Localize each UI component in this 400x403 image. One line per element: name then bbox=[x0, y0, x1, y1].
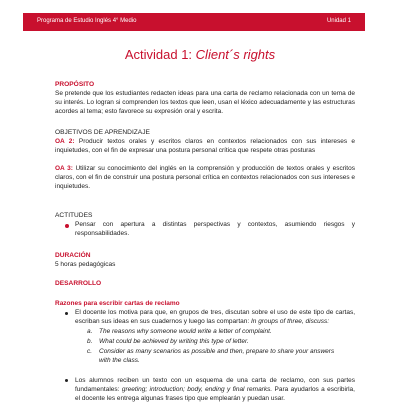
oa3-text: Utilizar su conocimiento del inglés en la comprensión y producción de textos orales y escritos claros, con el fin de construir una postura personal crítica en contextos relacionados con sus intereses e inquietudes. bbox=[55, 165, 355, 190]
actitudes-bullet bbox=[65, 224, 69, 228]
sub-item-a bbox=[87, 327, 339, 336]
objetivos-heading: OBJETIVOS DE APRENDIZAJE bbox=[55, 129, 150, 136]
item1-italic: In groups of three, discuss: bbox=[250, 318, 330, 325]
oa2-text: Producir textos orales y escritos claros en contextos relacionados con sus intereses e inquietudes, con el fin de expresar una postura personal crítica que respete otras posturas bbox=[55, 138, 355, 154]
duracion-heading: DURACIÓN bbox=[55, 252, 91, 259]
title-prefix: Actividad 1: bbox=[124, 47, 196, 62]
sub-item-c bbox=[87, 347, 339, 365]
sub-text-c: Consider as many scenarios as possible and then, prepare to share your answers with the class. bbox=[99, 348, 335, 364]
item2-tail: Para ayudarlos a escribirla, el docente les entrega algunas frases tipo que emplearán y puedan usar. bbox=[75, 386, 355, 402]
oa2-code: OA 2: bbox=[55, 138, 75, 145]
desarrollo-item-1 bbox=[75, 308, 355, 326]
desarrollo-subheading: Razones para escribir cartas de reclamo bbox=[55, 300, 180, 307]
unit-label: Unidad 1 bbox=[326, 18, 351, 24]
actitudes-section bbox=[55, 211, 355, 238]
desarrollo-heading: DESARROLLO bbox=[55, 280, 102, 287]
oa3-code: OA 3: bbox=[55, 165, 73, 172]
desarrollo-bullet-1 bbox=[65, 312, 68, 315]
proposito-heading: PROPÓSITO bbox=[55, 81, 95, 88]
item1-text: El docente los motiva para que, en grupos de tres, discutan sobre el uso de este tipo de cartas, escriban sus ideas en sus cuadernos y luego las compartan: bbox=[75, 309, 355, 325]
duracion-section bbox=[55, 251, 355, 269]
title-italic: Client´s rights bbox=[195, 47, 276, 62]
oa2-paragraph bbox=[55, 137, 355, 155]
program-label: Programa de Estudio Inglés 4° Medio bbox=[37, 18, 137, 24]
sub-letter-b: b. bbox=[87, 338, 93, 345]
sub-letter-c: c. bbox=[87, 348, 93, 355]
sub-text-a: The reasons why someone would write a letter of complaint. bbox=[99, 328, 272, 335]
desarrollo-item-2 bbox=[75, 376, 355, 403]
actitudes-item: Pensar con apertura a distintas perspectivas y contextos, asumiendo riesgos y responsabilidades. bbox=[75, 221, 355, 237]
sub-letter-a: a. bbox=[87, 328, 93, 335]
page-title bbox=[0, 47, 400, 62]
oa3-paragraph bbox=[55, 164, 355, 191]
item2-text: Los alumnos reciben un texto con un esquema de una carta de reclamo, con sus partes fundamentales: bbox=[75, 377, 355, 393]
desarrollo-section bbox=[55, 279, 355, 402]
duracion-text: 5 horas pedagógicas bbox=[55, 261, 116, 268]
objetivos-section bbox=[55, 128, 355, 191]
item2-italic: greeting; introduction; body, ending y final remarks. bbox=[121, 386, 273, 393]
proposito-section bbox=[55, 80, 355, 116]
sub-text-b: What could be achieved by writing this type of letter. bbox=[99, 338, 249, 345]
actitudes-heading: ACTITUDES bbox=[55, 212, 93, 219]
desarrollo-bullet-2 bbox=[65, 379, 68, 382]
sub-item-b bbox=[87, 337, 339, 346]
header-bar bbox=[23, 13, 365, 31]
proposito-text: Se pretende que los estudiantes redacten ideas para una carta de reclamo relacionada con un tema de su interés. Lo logran si comprenden los textos que leen, usan el léxico adecuadamente y las estructuras acordes al tema; esto favorece su expresión oral y escrita. bbox=[55, 90, 355, 115]
